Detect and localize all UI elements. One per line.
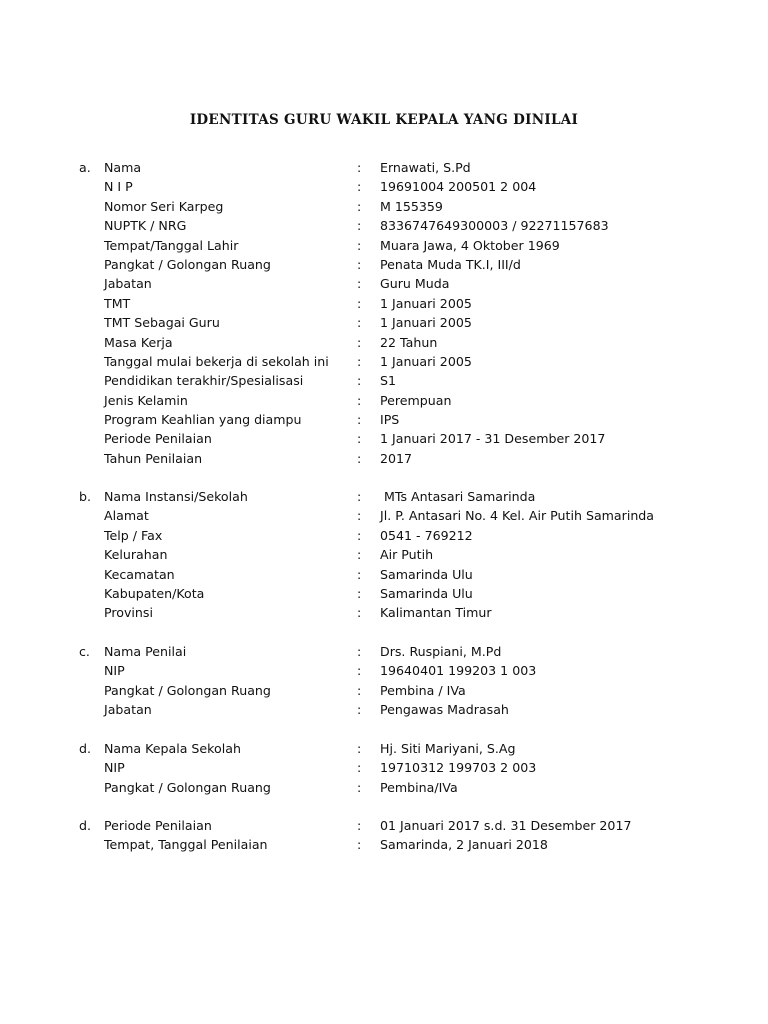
field-value: 19640401 199203 1 003 — [380, 663, 537, 679]
field-label: TMT — [104, 295, 131, 311]
field-separator: : — [357, 741, 362, 756]
field-value: 01 Januari 2017 s.d. 31 Desember 2017 — [380, 818, 632, 833]
identity-row-ttl — [0, 236, 768, 255]
school-row-nama — [0, 487, 768, 506]
field-value: 1 Januari 2005 — [380, 353, 472, 369]
field-separator: : — [357, 566, 362, 582]
field-label: Periode Penilaian — [104, 818, 212, 833]
field-separator: : — [357, 315, 362, 331]
school-row-alamat — [0, 506, 768, 525]
field-separator: : — [357, 779, 362, 795]
field-value: 19710312 199703 2 003 — [380, 760, 537, 776]
field-label: Pendidikan terakhir/Spesialisasi — [104, 373, 304, 389]
field-value: Samarinda Ulu — [380, 585, 473, 601]
section-b-sekolah — [0, 487, 768, 623]
field-label: Kelurahan — [104, 547, 168, 563]
field-value: Pembina/IVa — [380, 779, 458, 795]
principal-row-pangkat — [0, 778, 768, 797]
identity-row-tahun — [0, 449, 768, 468]
field-label: Nama Instansi/Sekolah — [104, 489, 248, 504]
field-label: Provinsi — [104, 605, 153, 621]
field-value: 1 Januari 2005 — [380, 315, 472, 331]
field-value: Drs. Ruspiani, M.Pd — [380, 644, 502, 659]
field-value: 2017 — [380, 450, 413, 466]
field-label: Telp / Fax — [104, 527, 163, 543]
assessor-row-nama — [0, 642, 768, 661]
page-title: IDENTITAS GURU WAKIL KEPALA YANG DINILAI — [189, 112, 579, 128]
section-marker: d. — [79, 818, 91, 833]
field-separator: : — [357, 218, 362, 234]
field-label: NUPTK / NRG — [104, 218, 187, 234]
field-separator: : — [357, 818, 362, 833]
field-separator: : — [357, 412, 362, 428]
section-a-guru — [0, 158, 768, 468]
field-label: Tempat/Tanggal Lahir — [104, 237, 239, 253]
field-value: MTs Antasari Samarinda — [384, 489, 536, 504]
field-value: 19691004 200501 2 004 — [380, 179, 537, 195]
field-separator: : — [357, 276, 362, 292]
field-value: Samarinda, 2 Januari 2018 — [380, 837, 548, 853]
identity-row-karpeg — [0, 197, 768, 216]
field-label: Tempat, Tanggal Penilaian — [104, 837, 268, 853]
period-row-periode — [0, 816, 768, 835]
field-value: Samarinda Ulu — [380, 566, 473, 582]
field-label: Jabatan — [104, 276, 152, 292]
identity-row-tmt — [0, 294, 768, 313]
assessor-row-pangkat — [0, 681, 768, 700]
field-value: 1 Januari 2005 — [380, 295, 472, 311]
field-separator: : — [357, 547, 362, 563]
school-row-kecamatan — [0, 565, 768, 584]
field-separator: : — [357, 431, 362, 447]
field-value: Muara Jawa, 4 Oktober 1969 — [380, 237, 560, 253]
field-separator: : — [357, 489, 362, 504]
assessor-row-nip — [0, 661, 768, 680]
school-row-kelurahan — [0, 545, 768, 564]
field-separator: : — [357, 179, 362, 195]
field-value: Hj. Siti Mariyani, S.Ag — [380, 741, 516, 756]
field-label: Periode Penilaian — [104, 431, 212, 447]
field-separator: : — [357, 605, 362, 621]
field-value: 8336747649300003 / 92271157683 — [380, 218, 609, 234]
principal-row-nama — [0, 739, 768, 758]
identity-row-program-keahlian — [0, 410, 768, 429]
field-value: Pembina / IVa — [380, 682, 466, 698]
field-label: Kabupaten/Kota — [104, 585, 205, 601]
field-separator: : — [357, 702, 362, 718]
field-label: Tahun Penilaian — [104, 450, 203, 466]
field-label: Jabatan — [104, 702, 152, 718]
identity-row-pendidikan — [0, 371, 768, 390]
field-separator: : — [357, 682, 362, 698]
field-value: Air Putih — [380, 547, 434, 563]
field-separator: : — [357, 353, 362, 369]
identity-row-nama — [0, 158, 768, 177]
field-value: S1 — [380, 373, 397, 389]
field-label: Nomor Seri Karpeg — [104, 198, 224, 214]
identity-row-pangkat — [0, 255, 768, 274]
field-separator: : — [357, 334, 362, 350]
field-value: 1 Januari 2017 - 31 Desember 2017 — [380, 431, 606, 447]
field-label: N I P — [104, 179, 133, 195]
field-separator: : — [357, 527, 362, 543]
school-row-provinsi — [0, 603, 768, 622]
field-separator: : — [357, 295, 362, 311]
field-value: 22 Tahun — [380, 334, 438, 350]
field-separator: : — [357, 256, 362, 272]
field-label: Nama — [104, 160, 142, 175]
field-separator: : — [357, 760, 362, 776]
field-value: Guru Muda — [380, 276, 450, 292]
section-c-penilai — [0, 642, 768, 720]
assessor-row-jabatan — [0, 700, 768, 719]
field-label: Kecamatan — [104, 566, 175, 582]
field-label: Tanggal mulai bekerja di sekolah ini — [104, 353, 329, 369]
field-label: Pangkat / Golongan Ruang — [104, 779, 271, 795]
field-label: Pangkat / Golongan Ruang — [104, 256, 271, 272]
school-row-kabupaten — [0, 584, 768, 603]
field-separator: : — [357, 837, 362, 853]
field-separator: : — [357, 198, 362, 214]
field-separator: : — [357, 392, 362, 408]
period-row-tempat-tanggal — [0, 835, 768, 854]
identity-row-tmt-guru — [0, 313, 768, 332]
field-label: Alamat — [104, 508, 149, 524]
field-label: NIP — [104, 760, 125, 776]
field-value: Ernawati, S.Pd — [380, 160, 471, 175]
field-separator: : — [357, 373, 362, 389]
section-marker: b. — [79, 489, 91, 504]
section-d-periode — [0, 816, 768, 855]
field-label: Nama Kepala Sekolah — [104, 741, 241, 756]
section-d-kepala-sekolah — [0, 739, 768, 797]
field-separator: : — [357, 585, 362, 601]
identity-row-jabatan — [0, 274, 768, 293]
field-label: TMT Sebagai Guru — [104, 315, 220, 331]
section-marker: c. — [79, 644, 90, 659]
field-separator: : — [357, 160, 362, 175]
field-value: Pengawas Madrasah — [380, 702, 509, 718]
field-separator: : — [357, 508, 362, 524]
school-row-telp — [0, 526, 768, 545]
field-separator: : — [357, 663, 362, 679]
field-value: Jl. P. Antasari No. 4 Kel. Air Putih Samarinda — [380, 508, 655, 524]
principal-row-nip — [0, 758, 768, 777]
field-separator: : — [357, 644, 362, 659]
field-label: Jenis Kelamin — [104, 392, 188, 408]
field-value: Kalimantan Timur — [380, 605, 492, 621]
field-label: Program Keahlian yang diampu — [104, 412, 302, 428]
field-separator: : — [357, 450, 362, 466]
field-value: Penata Muda TK.I, III/d — [380, 256, 521, 272]
identity-row-nip — [0, 177, 768, 196]
field-separator: : — [357, 237, 362, 253]
identity-row-periode — [0, 429, 768, 448]
field-value: M 155359 — [380, 198, 443, 214]
section-marker: a. — [79, 160, 91, 175]
field-label: Nama Penilai — [104, 644, 187, 659]
identity-row-nuptk — [0, 216, 768, 235]
identity-row-jenis-kelamin — [0, 391, 768, 410]
field-value: Perempuan — [380, 392, 452, 408]
field-value: IPS — [380, 412, 400, 428]
identity-row-masa-kerja — [0, 333, 768, 352]
identity-row-mulai-bekerja — [0, 352, 768, 371]
section-marker: d. — [79, 741, 91, 756]
field-label: Pangkat / Golongan Ruang — [104, 682, 271, 698]
field-value: 0541 - 769212 — [380, 527, 473, 543]
field-label: NIP — [104, 663, 125, 679]
field-label: Masa Kerja — [104, 334, 173, 350]
